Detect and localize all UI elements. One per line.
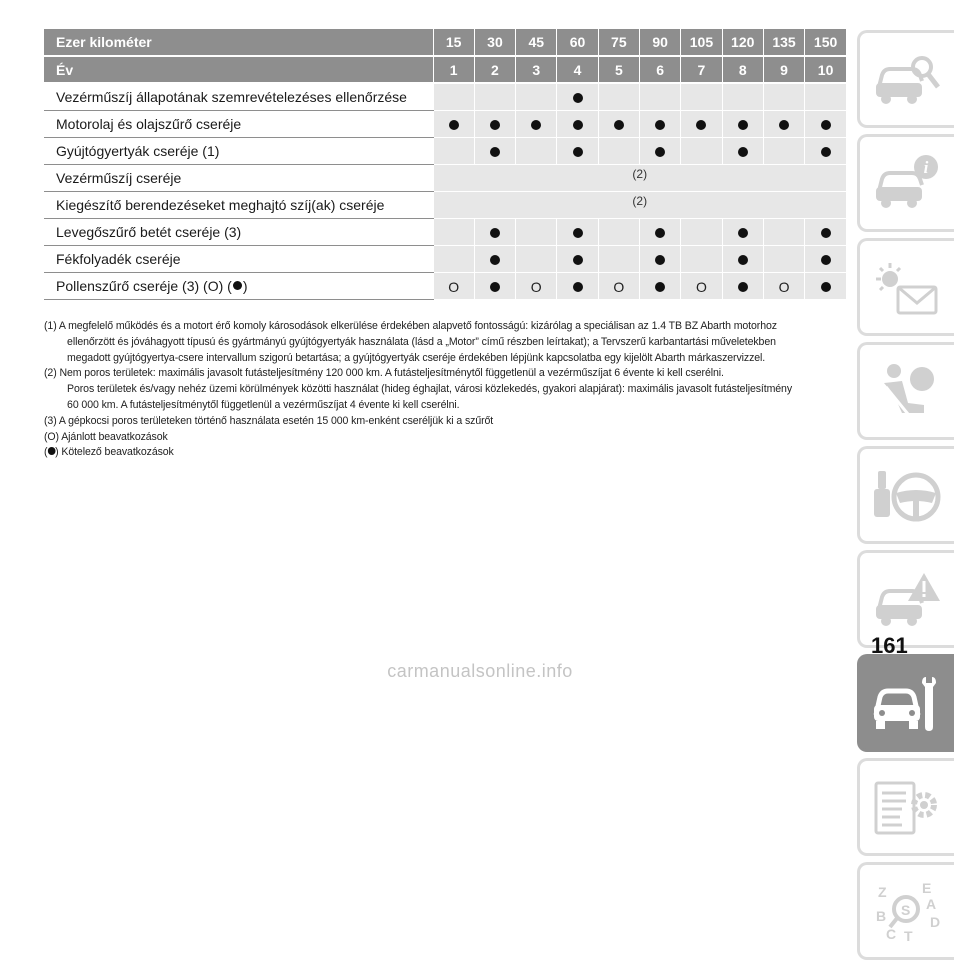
header-year-cell: 4 <box>557 56 598 83</box>
schedule-cell <box>474 272 515 299</box>
header-year-cell: 8 <box>722 56 763 83</box>
header-row-year <box>44 56 846 83</box>
schedule-cell <box>722 245 763 272</box>
tab-car-info[interactable] <box>857 134 954 232</box>
schedule-cell <box>598 137 639 164</box>
mandatory-dot-icon <box>821 120 831 130</box>
header-year-cell: 7 <box>681 56 722 83</box>
svg-text:C: C <box>886 926 897 942</box>
schedule-cell <box>805 83 846 110</box>
row-label: Fékfolyadék cseréje <box>44 245 433 272</box>
schedule-cell <box>516 83 557 110</box>
mandatory-dot-icon <box>490 147 500 157</box>
mandatory-dot-icon <box>47 447 55 455</box>
span-note-cell: (2) <box>433 191 846 218</box>
schedule-cell <box>805 245 846 272</box>
recommended-mark: O <box>695 278 707 295</box>
car-warning-icon <box>872 567 942 633</box>
mandatory-dot-icon <box>696 120 706 130</box>
row-label: Kiegészítő berendezéseket meghajtó szíj(ak) cseréje <box>44 191 433 218</box>
header-km-cell: 105 <box>681 29 722 56</box>
footnote-1-line-3: megadott gyújtógyertya-csere intervallum szigorú betartása; a gyújtógyertyák cseréje érdekében lépjünk kapcsolatba egy kijelölt Abarth márkaszervizzel. <box>67 351 766 364</box>
schedule-cell <box>722 272 763 299</box>
footnote-1 <box>44 319 812 366</box>
airbag-person-icon <box>872 359 942 425</box>
schedule-cell <box>598 272 639 299</box>
schedule-cell <box>598 110 639 137</box>
header-km-cell: 30 <box>474 29 515 56</box>
mandatory-dot-icon <box>573 228 583 238</box>
schedule-cell <box>598 218 639 245</box>
footnote-1-line-2: ellenőrzött és jóváhagyott típusú és gyártmányú gyújtógyertyák használata (lásd a „Motor” című részben leírtakat); a Tervszerű karbantartási műveletekben <box>67 335 776 348</box>
header-year-cell: 5 <box>598 56 639 83</box>
table-row <box>44 164 846 191</box>
tab-index[interactable] <box>857 862 954 960</box>
mandatory-dot-icon <box>233 281 242 290</box>
recommended-mark: O <box>613 278 625 295</box>
footnote-2-line-2: Poros területek és/vagy nehéz üzemi körülmények közötti használat (hideg éghajlat, városi közlekedés, gyakori alapjárat): maximális javasolt futásteljesítmény <box>67 383 793 396</box>
header-km-cell: 45 <box>516 29 557 56</box>
mandatory-dot-icon <box>738 120 748 130</box>
schedule-cell <box>433 137 474 164</box>
schedule-cell <box>516 218 557 245</box>
schedule-cell <box>557 110 598 137</box>
row-label-prefix: Pollenszűrő cseréje (3) (O) ( <box>56 277 232 294</box>
schedule-cell <box>639 110 680 137</box>
row-label: Levegőszűrő betét cseréje (3) <box>44 218 433 245</box>
schedule-cell <box>474 245 515 272</box>
schedule-cell <box>722 110 763 137</box>
table-row <box>44 245 846 272</box>
svg-text:A: A <box>926 896 937 912</box>
schedule-cell <box>639 272 680 299</box>
header-km-cell: 150 <box>805 29 846 56</box>
chapter-sidebar <box>857 30 954 966</box>
header-km-cell: 75 <box>598 29 639 56</box>
tab-car-search[interactable] <box>857 30 954 128</box>
schedule-cell <box>557 137 598 164</box>
schedule-cell <box>805 218 846 245</box>
svg-text:B: B <box>876 908 887 924</box>
schedule-cell <box>763 218 804 245</box>
tab-warning-lights[interactable] <box>857 238 954 336</box>
svg-text:T: T <box>904 928 913 944</box>
mandatory-dot-icon <box>490 120 500 130</box>
mandatory-dot-icon <box>779 120 789 130</box>
svg-text:i: i <box>923 158 929 177</box>
mandatory-dot-icon <box>655 228 665 238</box>
tab-technical-data[interactable] <box>857 758 954 856</box>
schedule-cell <box>681 137 722 164</box>
table-row <box>44 218 846 245</box>
mandatory-dot-icon <box>821 147 831 157</box>
svg-text:S: S <box>901 902 911 918</box>
schedule-cell <box>557 218 598 245</box>
row-label: Gyújtógyertyák cseréje (1) <box>44 137 433 164</box>
header-year-cell: 3 <box>516 56 557 83</box>
mandatory-dot-icon <box>490 282 500 292</box>
mandatory-dot-icon <box>821 228 831 238</box>
tab-starting-driving[interactable] <box>857 446 954 544</box>
footnote-3: (3) A gépkocsi poros területeken történő használata esetén 15 000 km-enként cseréljük ki a szűrőt <box>44 414 494 427</box>
header-year-cell: 9 <box>763 56 804 83</box>
footnote-2 <box>44 366 812 413</box>
mandatory-dot-icon <box>573 147 583 157</box>
schedule-cell <box>805 110 846 137</box>
warning-lights-icon <box>872 255 942 321</box>
schedule-cell <box>805 272 846 299</box>
schedule-cell <box>722 137 763 164</box>
schedule-cell <box>516 245 557 272</box>
legend-mandatory-suffix: ) Kötelező beavatkozások <box>55 446 174 459</box>
maintenance-schedule-table <box>44 29 846 300</box>
mandatory-dot-icon <box>821 282 831 292</box>
schedule-cell <box>598 83 639 110</box>
mandatory-dot-icon <box>738 282 748 292</box>
schedule-cell <box>557 272 598 299</box>
recommended-mark: O <box>530 278 542 295</box>
schedule-cell <box>557 245 598 272</box>
svg-text:E: E <box>922 880 932 896</box>
steering-wheel-icon <box>872 463 942 529</box>
table-row <box>44 110 846 137</box>
mandatory-dot-icon <box>655 282 665 292</box>
mandatory-dot-icon <box>655 147 665 157</box>
table-row <box>44 191 846 218</box>
mandatory-dot-icon <box>821 255 831 265</box>
footnote-2-line-1: (2) Nem poros területek: maximális javasolt futásteljesítmény 120 000 km. A futásteljesítménytől függetlenül a vezérműszíjat 6 évente ki kell cserélni. <box>44 367 724 380</box>
schedule-cell <box>474 83 515 110</box>
legend-recommended: (O) Ajánlott beavatkozások <box>44 430 168 443</box>
schedule-cell <box>722 83 763 110</box>
table-row <box>44 272 846 299</box>
schedule-cell <box>763 83 804 110</box>
mandatory-dot-icon <box>573 93 583 103</box>
svg-text:Z: Z <box>878 884 887 900</box>
header-year-cell: 10 <box>805 56 846 83</box>
header-year-cell: 2 <box>474 56 515 83</box>
footnote-1-line-1: (1) A megfelelő működés és a motort érő komoly károsodások elkerülése érdekében alapvető fontosságú: kizárólag a speciálisan az 1.4 TB BZ Abarth motorhoz <box>44 320 777 332</box>
schedule-cell <box>516 272 557 299</box>
table-row <box>44 83 846 110</box>
schedule-cell <box>763 137 804 164</box>
header-km-cell: 15 <box>433 29 474 56</box>
mandatory-dot-icon <box>490 255 500 265</box>
schedule-cell <box>681 110 722 137</box>
row-label: Vezérműszíj cseréje <box>44 164 433 191</box>
settings-list-icon <box>872 775 942 841</box>
mandatory-dot-icon <box>573 120 583 130</box>
tab-safety[interactable] <box>857 342 954 440</box>
mandatory-dot-icon <box>738 228 748 238</box>
schedule-cell <box>763 110 804 137</box>
row-label-suffix: ) <box>242 277 248 294</box>
schedule-cell <box>763 245 804 272</box>
mandatory-dot-icon <box>738 147 748 157</box>
footnote-2-line-3: 60 000 km. A futásteljesítménytől függetlenül a vezérműszíjat 4 évente ki kell cserélni. <box>67 398 460 411</box>
mandatory-dot-icon <box>449 120 459 130</box>
table-row <box>44 137 846 164</box>
mandatory-dot-icon <box>573 255 583 265</box>
schedule-cell <box>516 110 557 137</box>
row-label <box>44 272 433 299</box>
mandatory-dot-icon <box>490 228 500 238</box>
index-search-icon <box>872 879 942 945</box>
schedule-cell <box>516 137 557 164</box>
car-info-icon <box>872 151 942 217</box>
schedule-cell <box>639 245 680 272</box>
span-note-cell: (2) <box>433 164 846 191</box>
row-label: Vezérműszíj állapotának szemrevételezéses ellenőrzése <box>44 83 433 110</box>
mandatory-dot-icon <box>614 120 624 130</box>
schedule-cell <box>681 245 722 272</box>
schedule-cell <box>474 137 515 164</box>
schedule-cell <box>433 110 474 137</box>
header-km-cell: 60 <box>557 29 598 56</box>
header-km-label: Ezer kilométer <box>44 29 433 56</box>
schedule-cell <box>598 245 639 272</box>
legend-mandatory <box>44 445 812 461</box>
schedule-cell <box>474 218 515 245</box>
mandatory-dot-icon <box>531 120 541 130</box>
watermark: carmanualsonline.info <box>387 661 573 681</box>
schedule-cell <box>474 110 515 137</box>
schedule-cell <box>433 83 474 110</box>
schedule-cell <box>433 218 474 245</box>
header-km-cell: 120 <box>722 29 763 56</box>
footnotes <box>44 319 812 461</box>
schedule-cell <box>805 137 846 164</box>
schedule-cell <box>681 272 722 299</box>
recommended-mark: O <box>448 278 460 295</box>
schedule-cell <box>763 272 804 299</box>
legend-mandatory-prefix: ( <box>44 446 48 459</box>
header-year-cell: 6 <box>639 56 680 83</box>
schedule-cell <box>557 83 598 110</box>
schedule-cell <box>639 83 680 110</box>
schedule-cell <box>433 272 474 299</box>
recommended-mark: O <box>778 278 790 295</box>
mandatory-dot-icon <box>655 255 665 265</box>
header-km-cell: 90 <box>639 29 680 56</box>
schedule-cell <box>639 218 680 245</box>
header-year-label: Év <box>44 56 433 83</box>
row-label: Motorolaj és olajszűrő cseréje <box>44 110 433 137</box>
schedule-cell <box>433 245 474 272</box>
car-search-icon <box>872 47 942 113</box>
schedule-cell <box>722 218 763 245</box>
mandatory-dot-icon <box>573 282 583 292</box>
mandatory-dot-icon <box>655 120 665 130</box>
header-year-cell: 1 <box>433 56 474 83</box>
schedule-cell <box>681 218 722 245</box>
mandatory-dot-icon <box>738 255 748 265</box>
header-row-km <box>44 29 846 56</box>
svg-text:D: D <box>930 914 941 930</box>
schedule-cell <box>681 83 722 110</box>
page-number: 161 <box>871 633 908 658</box>
schedule-cell <box>639 137 680 164</box>
header-km-cell: 135 <box>763 29 804 56</box>
